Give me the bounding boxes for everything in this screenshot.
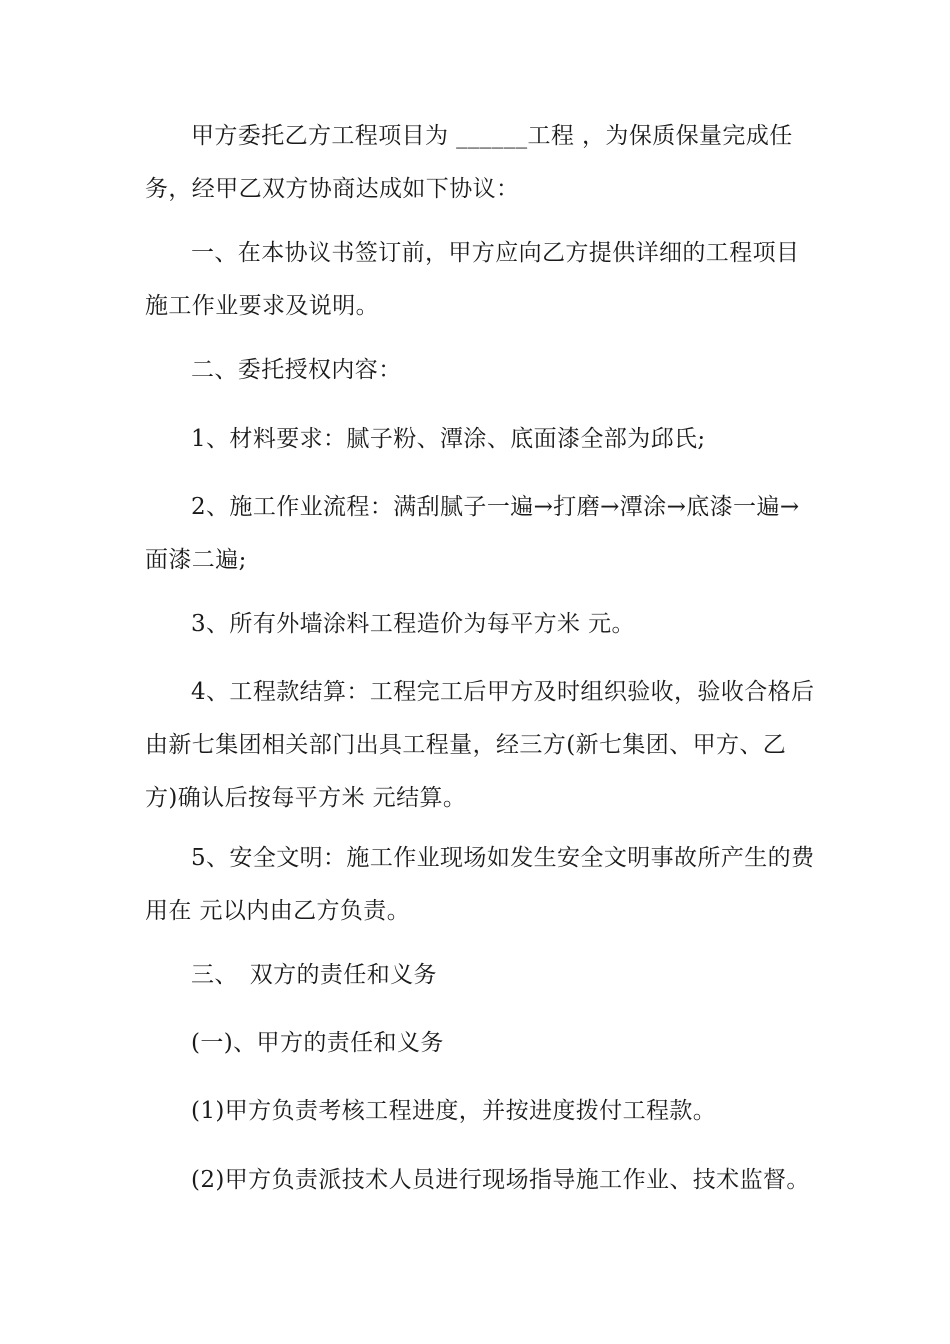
paragraph-clause-2-heading: 二、委托授权内容：	[191, 357, 402, 383]
paragraph-item-2: 2、施工作业流程：满刮腻子一遍→打磨→潭涂→底漆一遍→面漆二遍;	[145, 494, 800, 573]
paragraph-intro: 甲方委托乙方工程项目为 ______工程 ，为保质保量完成任务，经甲乙双方协商达成如下协议：	[145, 123, 793, 202]
paragraph-party-a-duty-1: (1)甲方负责考核工程进度，并按进度拨付工程款。	[191, 1098, 717, 1124]
paragraph-clause-3-heading: 三、 双方的责任和义务	[191, 962, 437, 988]
paragraph-item-5: 5、安全文明：施工作业现场如发生安全文明事故所产生的费用在 元以内由乙方负责。	[145, 845, 815, 924]
paragraph-item-3: 3、所有外墙涂料工程造价为每平方米 元。	[191, 611, 635, 637]
paragraph-subheading-party-a: (一)、甲方的责任和义务	[191, 1030, 444, 1056]
paragraph-item-4: 4、工程款结算：工程完工后甲方及时组织验收，验收合格后由新七集团相关部门出具工程量，经三方(新七集团、甲方、乙方)确认后按每平方米 元结算。	[145, 679, 815, 811]
paragraph-item-1: 1、材料要求：腻子粉、潭涂、底面漆全部为邱氏;	[191, 426, 706, 452]
paragraph-clause-1: 一、在本协议书签订前，甲方应向乙方提供详细的工程项目施工作业要求及说明。	[145, 240, 800, 319]
paragraph-party-a-duty-2: (2)甲方负责派技术人员进行现场指导施工作业、技术监督。	[191, 1167, 810, 1193]
